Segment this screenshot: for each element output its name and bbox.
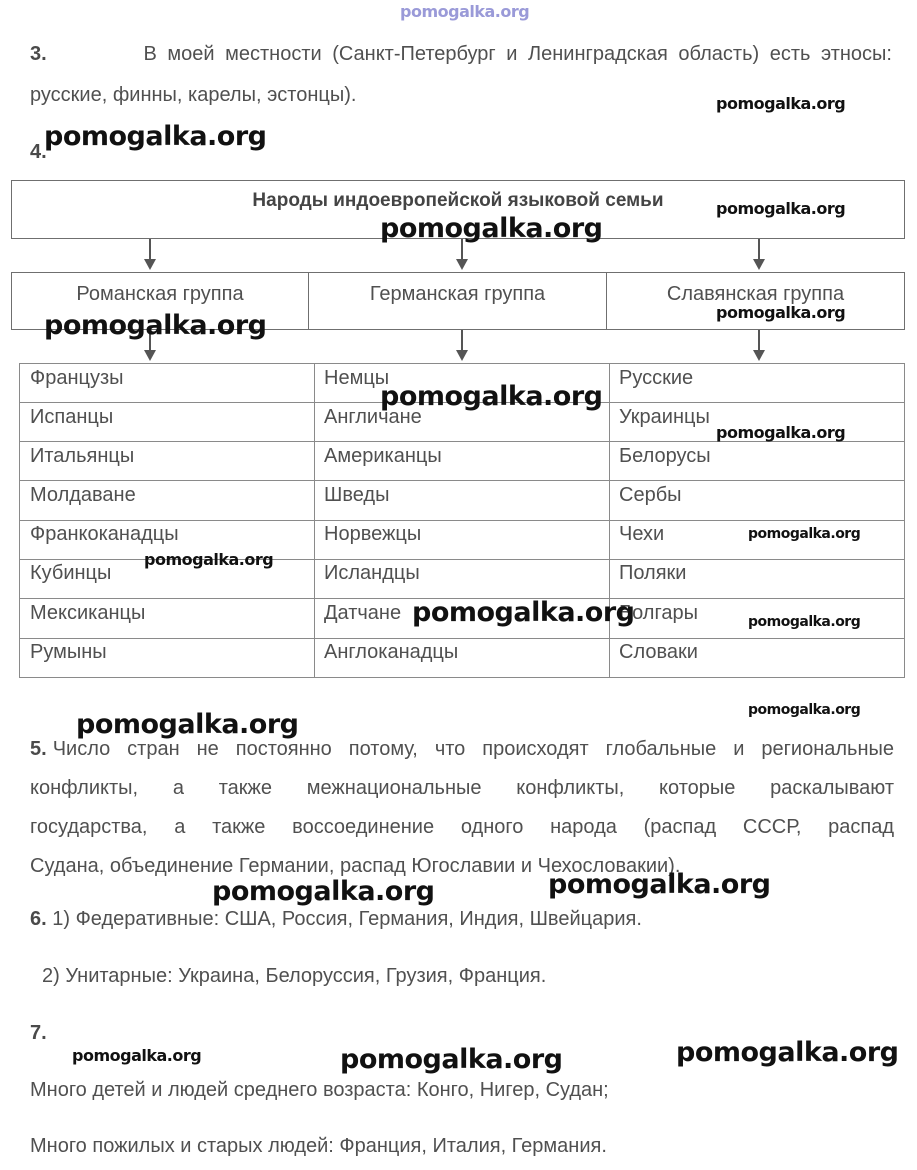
table-border bbox=[19, 677, 905, 678]
top-watermark: pomogalka.org bbox=[400, 2, 530, 21]
arrow-head bbox=[753, 350, 765, 361]
task7-line2: Много пожилых и старых людей: Франция, Италия, Германия. bbox=[30, 1135, 607, 1157]
watermark: pomogalka.org bbox=[72, 1046, 202, 1065]
task6-item1 bbox=[30, 908, 642, 931]
watermark: pomogalka.org bbox=[144, 550, 274, 569]
group-label-slavic: Славянская группа bbox=[666, 283, 845, 305]
task5-paragraph bbox=[30, 730, 894, 886]
watermark: pomogalka.org bbox=[716, 303, 846, 322]
arrow-head bbox=[456, 259, 468, 270]
table-cell: Американцы bbox=[324, 445, 442, 467]
arrow-head bbox=[144, 259, 156, 270]
arrow-line bbox=[758, 239, 760, 261]
family-title: Народы индоевропейской языковой семьи bbox=[252, 190, 664, 211]
task7-line1: Много детей и людей среднего возраста: Конго, Нигер, Судан; bbox=[30, 1079, 609, 1101]
table-cell: Исландцы bbox=[324, 562, 420, 584]
table-border bbox=[19, 363, 20, 678]
task5-line: конфликты, а также межнациональные конфликты, которые раскалывают bbox=[30, 777, 894, 799]
watermark: pomogalka.org bbox=[748, 702, 861, 718]
arrow-head bbox=[753, 259, 765, 270]
task5-number: 5. bbox=[30, 738, 47, 760]
table-cell: Датчане bbox=[324, 602, 402, 624]
table-cell: Мексиканцы bbox=[30, 602, 146, 624]
arrow-line bbox=[758, 330, 760, 352]
task7-number: 7. bbox=[30, 1022, 47, 1044]
task4-number: 4. bbox=[30, 141, 47, 163]
task5-line: государства, а также воссоединение одного народа (распад СССР, распад bbox=[30, 816, 894, 838]
table-cell: Болгары bbox=[619, 602, 698, 624]
watermark: pomogalka.org bbox=[340, 1044, 563, 1075]
watermark: pomogalka.org bbox=[380, 381, 603, 412]
table-cell: Англоканадцы bbox=[324, 641, 459, 663]
table-cell: Поляки bbox=[619, 562, 687, 584]
watermark: pomogalka.org bbox=[76, 709, 299, 740]
watermark: pomogalka.org bbox=[44, 121, 267, 152]
table-cell: Англичане bbox=[324, 406, 422, 428]
task6-item2: 2) Унитарные: Украина, Белоруссия, Грузия, Франция. bbox=[42, 965, 547, 987]
table-cell: Испанцы bbox=[30, 406, 114, 428]
table-cell: Франкоканадцы bbox=[30, 523, 179, 545]
table-cell: Чехи bbox=[619, 523, 665, 545]
table-cell: Норвежцы bbox=[324, 523, 422, 545]
table-border bbox=[904, 363, 905, 678]
watermark: pomogalka.org bbox=[748, 526, 861, 542]
table-cell: Словаки bbox=[619, 641, 698, 663]
task3-number: 3. bbox=[30, 43, 47, 65]
task5-line-text: Число стран не постоянно потому, что происходят глобальные и региональные bbox=[52, 738, 894, 760]
arrow-line bbox=[461, 330, 463, 352]
arrow-line bbox=[149, 239, 151, 261]
task3-line2: русские, финны, карелы, эстонцы). bbox=[30, 84, 357, 106]
watermark: pomogalka.org bbox=[748, 614, 861, 630]
table-rule bbox=[19, 520, 905, 521]
task6-item1-text: 1) Федеративные: США, Россия, Германия, Индия, Швейцария. bbox=[52, 908, 642, 930]
table-cell: Кубинцы bbox=[30, 562, 112, 584]
task3-line1 bbox=[30, 43, 892, 66]
arrow-head bbox=[144, 350, 156, 361]
table-cell: Французы bbox=[30, 367, 124, 389]
group-box-germanic bbox=[308, 272, 607, 330]
arrow-head bbox=[456, 350, 468, 361]
table-cell: Шведы bbox=[324, 484, 390, 506]
table-cell: Немцы bbox=[324, 367, 390, 389]
task3-text: В моей местности (Санкт-Петербург и Ленинградская область) есть этносы: bbox=[143, 43, 892, 65]
group-label-romance: Романская группа bbox=[76, 283, 244, 305]
task5-line: Судана, объединение Германии, распад Югославии и Чехословакии). bbox=[30, 855, 681, 877]
watermark: pomogalka.org bbox=[380, 213, 603, 244]
watermark: pomogalka.org bbox=[716, 423, 846, 442]
group-label-germanic: Германская группа bbox=[369, 283, 546, 305]
table-rule bbox=[314, 363, 315, 678]
watermark: pomogalka.org bbox=[212, 876, 435, 907]
watermark: pomogalka.org bbox=[44, 310, 267, 341]
table-border bbox=[19, 363, 905, 364]
table-cell: Сербы bbox=[619, 484, 682, 506]
table-cell: Русские bbox=[619, 367, 694, 389]
watermark: pomogalka.org bbox=[412, 597, 635, 628]
table-rule bbox=[19, 638, 905, 639]
table-rule bbox=[609, 363, 610, 678]
table-cell: Итальянцы bbox=[30, 445, 135, 467]
watermark: pomogalka.org bbox=[548, 869, 771, 900]
table-rule bbox=[19, 480, 905, 481]
task6-number: 6. bbox=[30, 908, 47, 930]
watermark: pomogalka.org bbox=[716, 199, 846, 218]
table-cell: Белорусы bbox=[619, 445, 711, 467]
table-cell: Румыны bbox=[30, 641, 107, 663]
table-cell: Молдаване bbox=[30, 484, 136, 506]
watermark: pomogalka.org bbox=[716, 94, 846, 113]
table-cell: Украинцы bbox=[619, 406, 710, 428]
watermark: pomogalka.org bbox=[676, 1037, 899, 1068]
